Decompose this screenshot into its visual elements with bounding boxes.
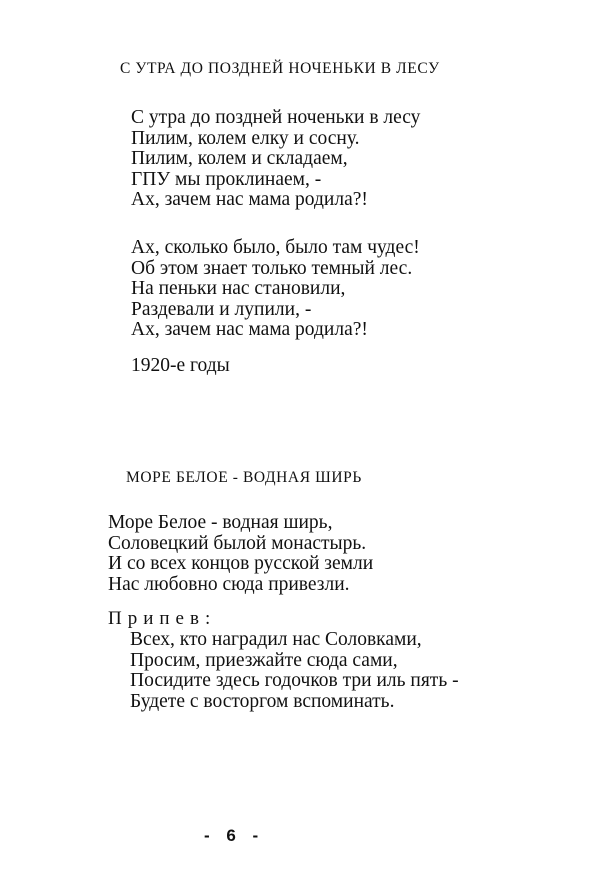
verse-line: Будете с восторгом вспоминать. bbox=[130, 690, 395, 712]
poem1-stanza-1 bbox=[131, 108, 420, 211]
poem2-stanza-1 bbox=[108, 513, 373, 595]
verse-line: Пилим, колем елку и сосну. bbox=[131, 127, 360, 149]
verse-line: Море Белое - водная ширь, bbox=[108, 512, 333, 533]
poem2-refrain bbox=[130, 630, 459, 712]
poem1-stanza-2 bbox=[131, 238, 420, 341]
verse-line: Посидите здесь годочков три иль пять - bbox=[130, 670, 459, 691]
verse-line: На пеньки нас становили, bbox=[131, 278, 346, 299]
verse-line: С утра до поздней ноченьки в лесу bbox=[131, 107, 421, 128]
verse-line: Просим, приезжайте сюда сами, bbox=[130, 649, 398, 671]
verse-line: И со всех концов русской земли bbox=[108, 553, 374, 574]
refrain-label: Припев: bbox=[108, 608, 217, 629]
verse-line: Раздевали и лупили, - bbox=[131, 298, 312, 320]
poem2-title: МОРЕ БЕЛОЕ - ВОДНАЯ ШИРЬ bbox=[126, 469, 362, 486]
verse-line: Ах, сколько было, было там чудес! bbox=[131, 237, 420, 258]
verse-line: Ах, зачем нас мама родила?! bbox=[131, 319, 368, 340]
verse-line: Нас любовно сюда привезли. bbox=[108, 573, 350, 595]
page-number: - 6 - bbox=[204, 826, 265, 845]
verse-line: Пилим, колем и складаем, bbox=[131, 148, 348, 169]
verse-line: Соловецкий былой монастырь. bbox=[108, 532, 367, 554]
verse-line: Ах, зачем нас мама родила?! bbox=[131, 189, 368, 210]
verse-line: Всех, кто наградил нас Соловками, bbox=[130, 629, 422, 650]
poem1-title: С УТРА ДО ПОЗДНЕЙ НОЧЕНЬКИ В ЛЕСУ bbox=[120, 60, 440, 77]
verse-line: ГПУ мы проклинаем, - bbox=[131, 168, 322, 190]
verse-line: Об этом знает только темный лес. bbox=[131, 257, 413, 279]
poem1-date: 1920-е годы bbox=[131, 355, 230, 376]
